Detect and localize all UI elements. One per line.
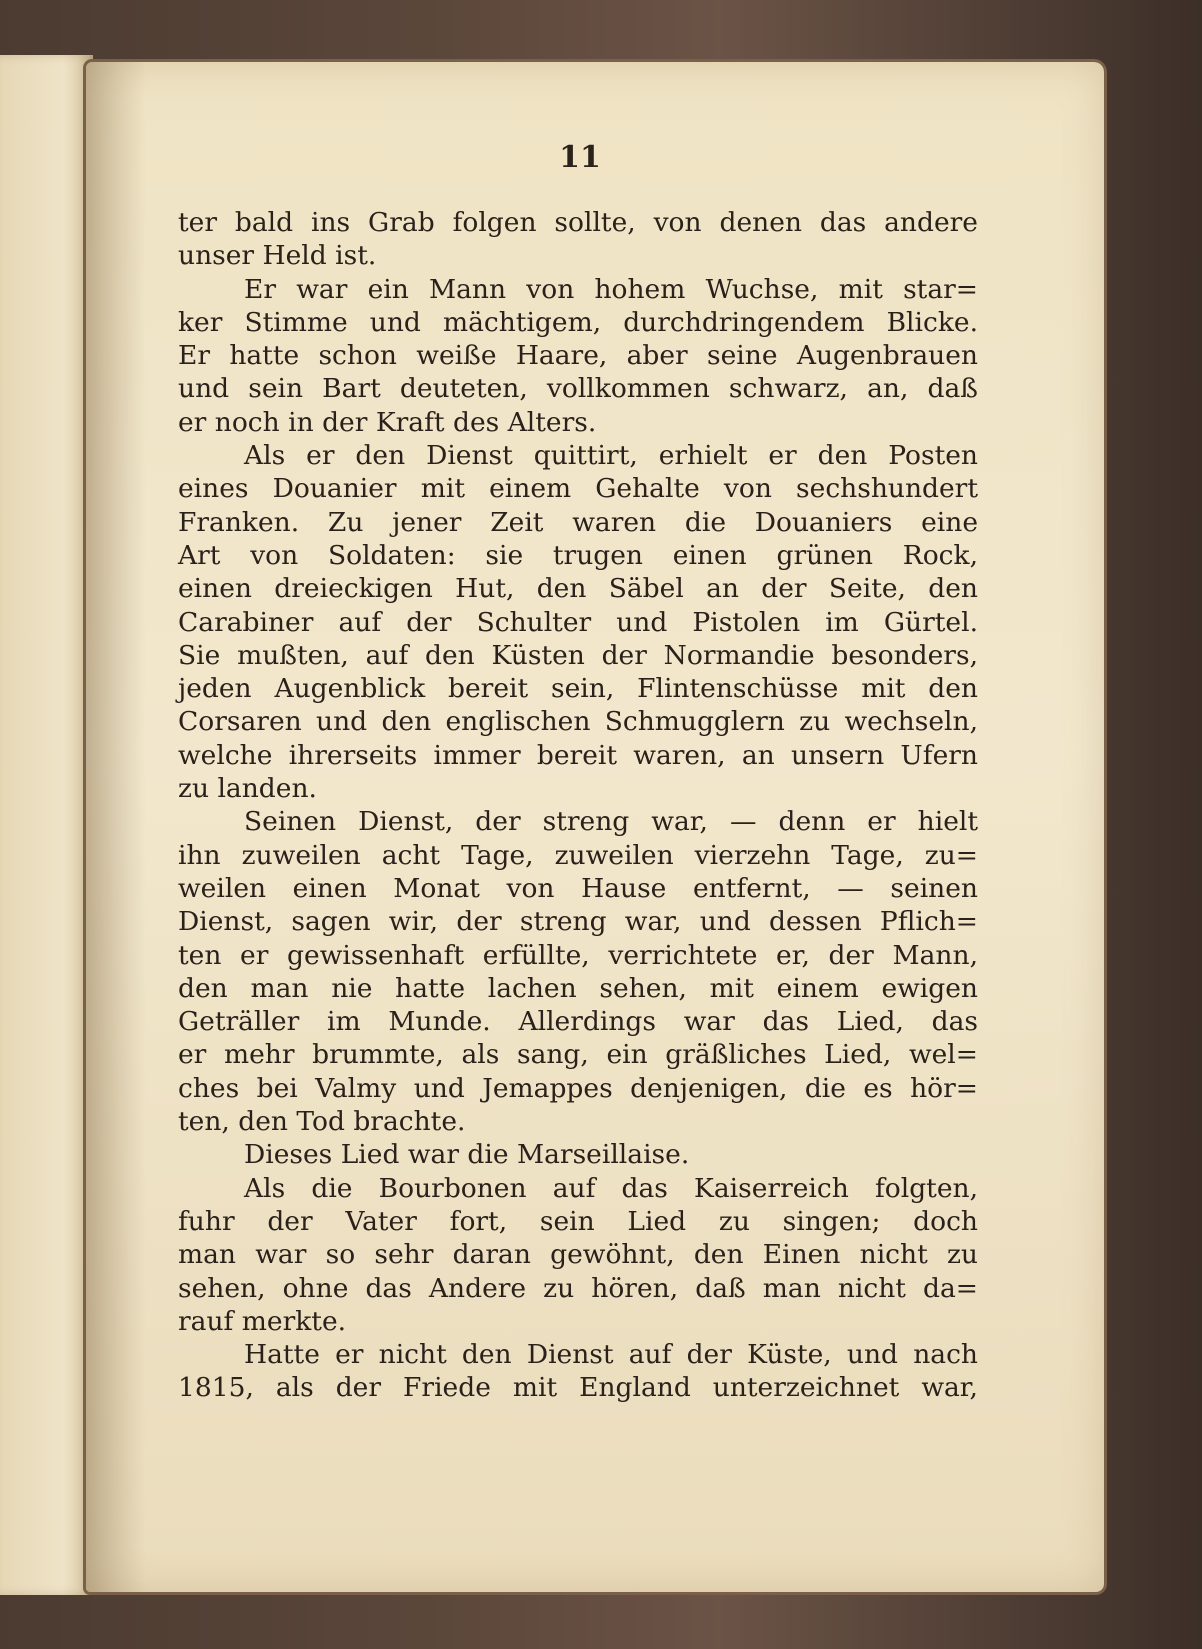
text-line: welche ihrerseits immer bereit waren, an unsern Ufern <box>178 739 978 771</box>
text-line: Er hatte schon weiße Haare, aber seine Augenbrauen <box>178 340 978 372</box>
text-line: Seinen Dienst, der streng war, — denn er hielt <box>244 806 978 838</box>
text-line: rauf merkte. <box>178 1305 347 1337</box>
text-line: man war so sehr daran gewöhnt, den Einen nicht zu <box>178 1239 978 1271</box>
text-line: Carabiner auf der Schulter und Pistolen im Gürtel. <box>178 606 978 638</box>
text-line: Franken. Zu jener Zeit waren die Douaniers eine <box>178 506 978 538</box>
text-line: den man nie hatte lachen sehen, mit einem ewigen <box>178 972 978 1004</box>
text-line: sehen, ohne das Andere zu hören, daß man nicht da= <box>178 1272 978 1304</box>
text-line: ker Stimme und mächtigem, durchdringendem Blicke. <box>178 306 978 338</box>
text-line: Er war ein Mann von hohem Wuchse, mit star= <box>244 273 978 305</box>
text-line: 1815, als der Friede mit England unterzeichnet war, <box>178 1372 978 1404</box>
text-line: und sein Bart deuteten, vollkommen schwarz, an, daß <box>178 373 978 405</box>
page-number: 11 <box>559 140 601 175</box>
text-line: Corsaren und den englischen Schmugglern zu wechseln, <box>178 706 978 738</box>
text-line: fuhr der Vater fort, sein Lied zu singen; doch <box>178 1205 978 1237</box>
text-line: Dienst, sagen wir, der streng war, und dessen Pflich= <box>178 906 978 938</box>
text-line: Als die Bourbonen auf das Kaiserreich folgten, <box>244 1172 978 1204</box>
text-line: ter bald ins Grab folgen sollte, von denen das andere <box>178 207 978 238</box>
text-line: unser Held ist. <box>178 240 377 272</box>
page-text <box>178 206 978 1405</box>
text-line: ten, den Tod brachte. <box>178 1106 466 1138</box>
text-line: ten er gewissenhaft erfüllte, verrichtete er, der Mann, <box>178 939 978 971</box>
text-line: jeden Augenblick bereit sein, Flintenschüsse mit den <box>178 673 978 705</box>
text-line: er noch in der Kraft des Alters. <box>178 406 597 438</box>
text-line: einen dreieckigen Hut, den Säbel an der Seite, den <box>178 573 978 605</box>
text-line: ihn zuweilen acht Tage, zuweilen vierzehn Tage, zu= <box>178 839 978 871</box>
text-line: Geträller im Munde. Allerdings war das Lied, das <box>178 1006 978 1038</box>
text-line: Als er den Dienst quittirt, erhielt er den Posten <box>244 440 978 472</box>
text-line: zu landen. <box>178 773 317 805</box>
text-line: eines Douanier mit einem Gehalte von sechshundert <box>178 473 978 505</box>
text-line: Hatte er nicht den Dienst auf der Küste, und nach <box>244 1339 978 1371</box>
text-line: weilen einen Monat von Hause entfernt, — seinen <box>178 872 978 904</box>
text-line: Sie mußten, auf den Küsten der Normandie besonders, <box>178 639 978 671</box>
left-page-edge <box>0 55 93 1595</box>
text-line: er mehr brummte, als sang, ein gräßliches Lied, wel= <box>178 1039 978 1071</box>
text-line: Dieses Lied war die Marseillaise. <box>244 1139 690 1171</box>
text-line: ches bei Valmy und Jemappes denjenigen, die es hör= <box>178 1072 978 1104</box>
text-line: Art von Soldaten: sie trugen einen grünen Rock, <box>178 539 978 571</box>
